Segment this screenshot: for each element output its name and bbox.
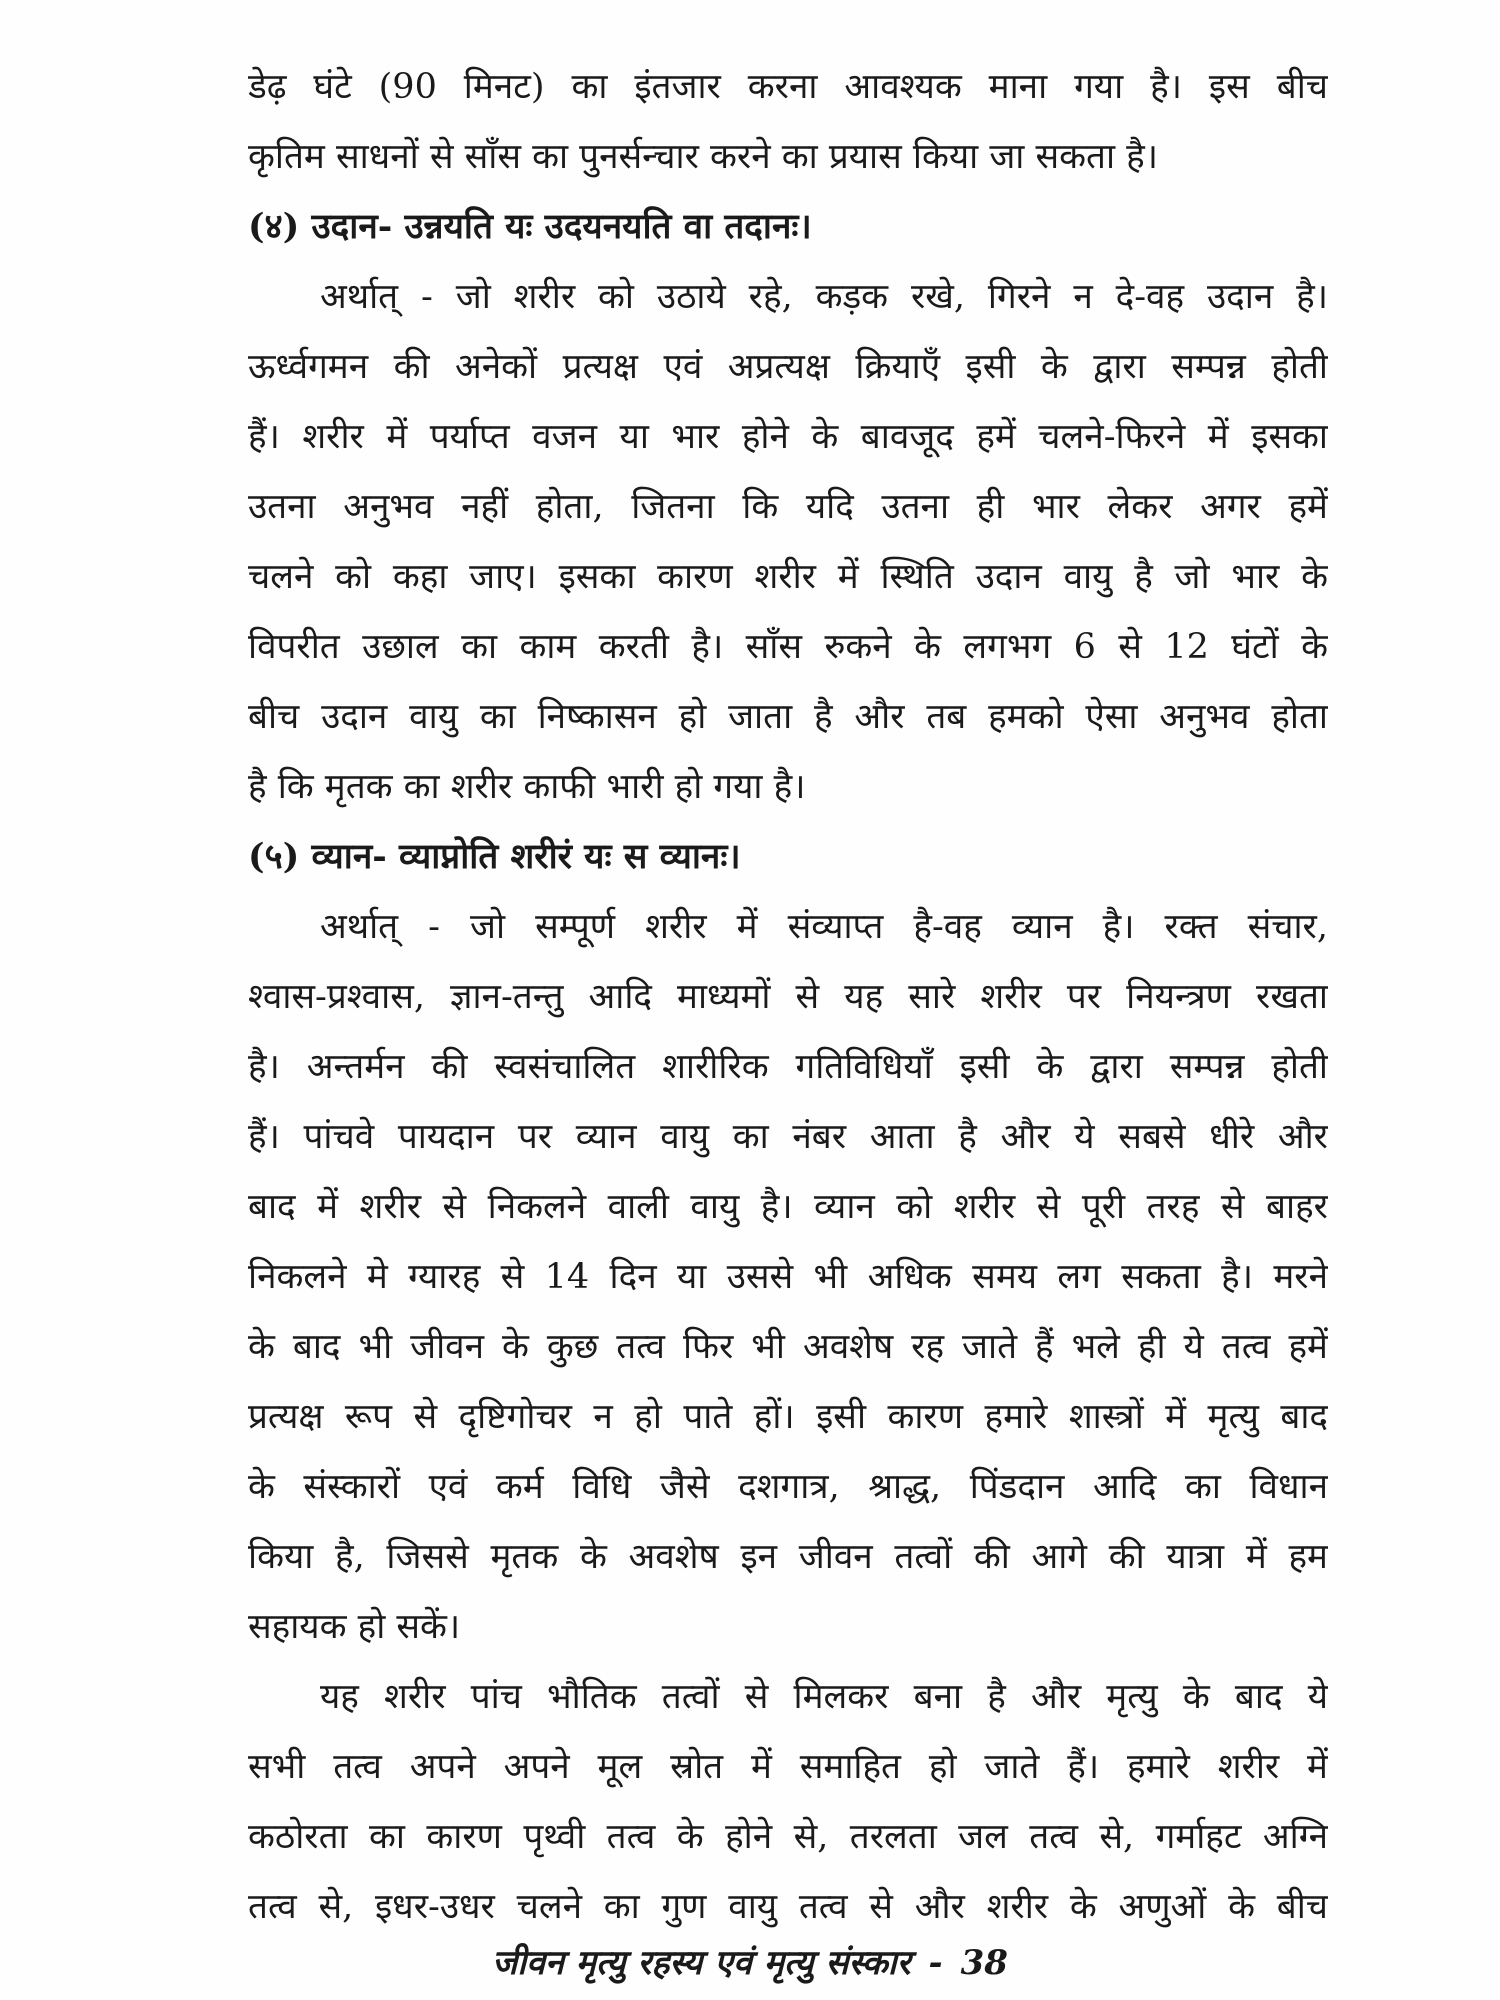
text-line: उतना अनुभव नहीं होता, जितना कि यदि उतना ही भार लेकर अगर हमें — [248, 487, 1328, 527]
text-line: प्रत्यक्ष रूप से दृष्टिगोचर न हो पाते हों। इसी कारण हमारे शास्त्रों में मृत्यु बाद — [248, 1397, 1328, 1437]
text-line: बीच उदान वायु का निष्कासन हो जाता है और तब हमको ऐसा अनुभव होता — [248, 697, 1328, 737]
text-line: सभी तत्व अपने अपने मूल स्रोत में समाहित हो जाते हैं। हमारे शरीर में — [248, 1747, 1328, 1787]
text-line: कृतिम साधनों से साँस का पुनर्सन्चार करने का प्रयास किया जा सकता है। — [248, 137, 1159, 177]
text-line: कठोरता का कारण पृथ्वी तत्व के होने से, तरलता जल तत्व से, गर्माहट अग्नि — [248, 1817, 1328, 1857]
text-line: के संस्कारों एवं कर्म विधि जैसे दशगात्र, श्राद्ध, पिंडदान आदि का विधान — [248, 1467, 1328, 1507]
text-line: डेढ़ घंटे (90 मिनट) का इंतजार करना आवश्यक माना गया है। इस बीच — [248, 67, 1328, 107]
body-text — [248, 52, 1328, 1942]
text-line: अर्थात् - जो सम्पूर्ण शरीर में संव्याप्त है-वह व्यान है। रक्त संचार, — [320, 907, 1328, 947]
text-line: श्वास-प्रश्वास, ज्ञान-तन्तु आदि माध्यमों से यह सारे शरीर पर नियन्त्रण रखता — [248, 977, 1328, 1017]
text-line: निकलने मे ग्यारह से 14 दिन या उससे भी अधिक समय लग सकता है। मरने — [248, 1257, 1328, 1297]
section-heading-udan: (४) उदान- उन्नयति यः उदयनयति वा तदानः। — [248, 206, 812, 247]
text-line: अर्थात् - जो शरीर को उठाये रहे, कड़क रखे, गिरने न दे-वह उदान है। — [320, 277, 1328, 317]
text-line: तत्व से, इधर-उधर चलने का गुण वायु तत्व से और शरीर के अणुओं के बीच — [248, 1887, 1328, 1927]
text-line: विपरीत उछाल का काम करती है। साँस रुकने के लगभग 6 से 12 घंटों के — [248, 627, 1328, 667]
text-line: है। अन्तर्मन की स्वसंचालित शारीरिक गतिविधियाँ इसी के द्वारा सम्पन्न होती — [248, 1047, 1328, 1087]
text-line: है कि मृतक का शरीर काफी भारी हो गया है। — [248, 767, 806, 807]
text-line: बाद में शरीर से निकलने वाली वायु है। व्यान को शरीर से पूरी तरह से बाहर — [248, 1187, 1328, 1227]
text-line: हैं। पांचवे पायदान पर व्यान वायु का नंबर आता है और ये सबसे धीरे और — [248, 1117, 1328, 1157]
section-heading-vyan: (५) व्यान- व्याप्नोति शरीरं यः स व्यानः। — [248, 836, 741, 877]
text-line: ऊर्ध्वगमन की अनेकों प्रत्यक्ष एवं अप्रत्यक्ष क्रियाएँ इसी के द्वारा सम्पन्न होती — [248, 347, 1328, 387]
text-line: यह शरीर पांच भौतिक तत्वों से मिलकर बना है और मृत्यु के बाद ये — [320, 1677, 1328, 1717]
text-line: सहायक हो सकें। — [248, 1607, 461, 1647]
text-line: के बाद भी जीवन के कुछ तत्व फिर भी अवशेष रह जाते हैं भले ही ये तत्व हमें — [248, 1327, 1328, 1367]
book-title: जीवन मृत्यु रहस्य एवं मृत्यु संस्कार — [492, 1943, 911, 1983]
text-line: हैं। शरीर में पर्याप्त वजन या भार होने के बावजूद हमें चलने-फिरने में इसका — [248, 417, 1328, 457]
text-line: किया है, जिससे मृतक के अवशेष इन जीवन तत्वों की आगे की यात्रा में हम — [248, 1537, 1328, 1577]
page-number: 38 — [960, 1943, 1008, 1983]
page-footer — [0, 1938, 1500, 1984]
footer-separator: - — [928, 1943, 943, 1983]
text-line: चलने को कहा जाए। इसका कारण शरीर में स्थिति उदान वायु है जो भार के — [248, 557, 1328, 597]
